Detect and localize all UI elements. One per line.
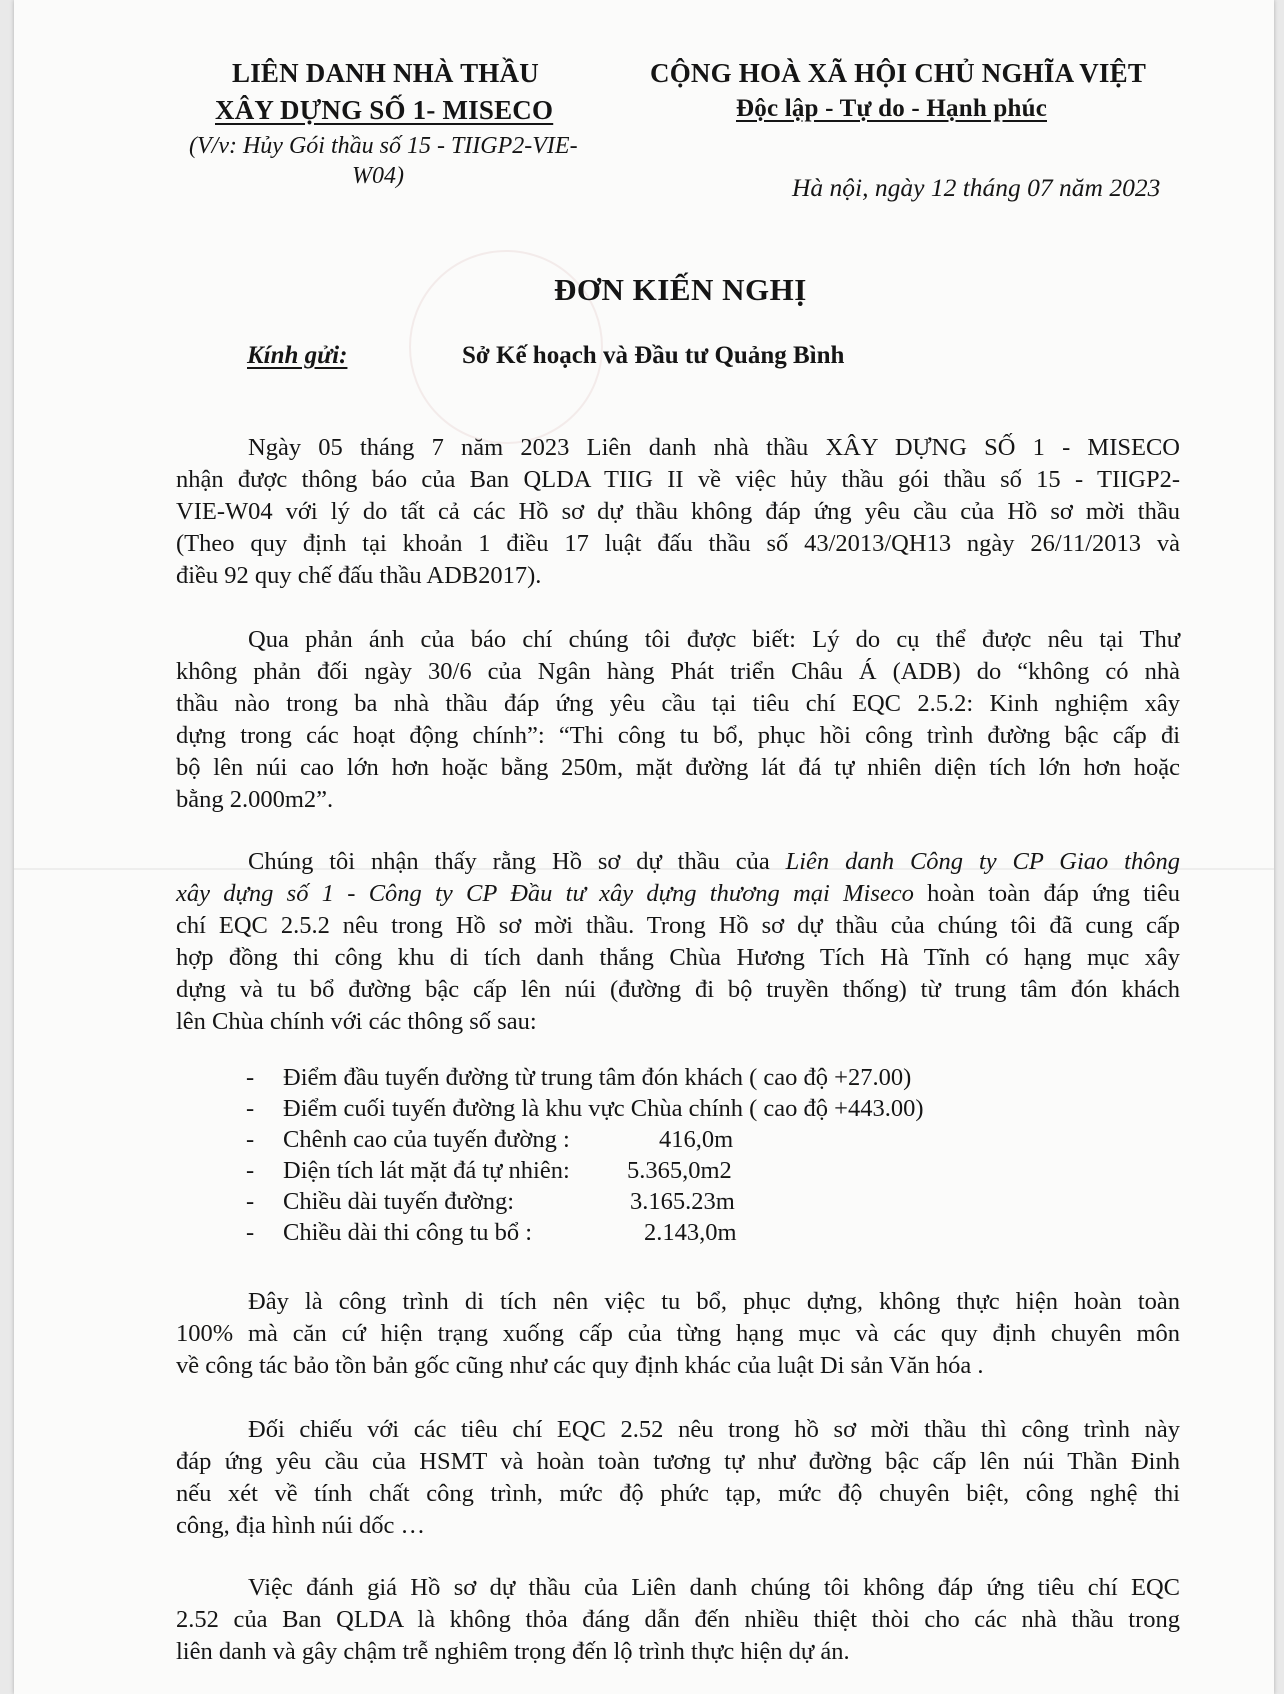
para-line: không phản đối ngày 30/6 của Ngân hàng Phát triển Châu Á (ADB) do “không có nhà	[176, 658, 1180, 685]
subject-ref-line1: (V/v: Hủy Gói thầu số 15 - TIIGP2-VIE-	[189, 133, 578, 159]
paragraph-4	[176, 1286, 1180, 1382]
para-line: bộ lên núi cao lớn hơn hoặc bằng 250m, mặt đường lát đá tự nhiên diện tích lớn hơn hoặc	[176, 754, 1180, 781]
para-line: 2.52 của Ban QLDA là không thỏa đáng dẫn đến nhiều thiệt thòi cho các nhà thầu trong	[176, 1606, 1180, 1633]
spec-value: 2.143,0m	[644, 1219, 737, 1246]
paragraph-6	[176, 1572, 1180, 1668]
para-line: điều 92 quy chế đấu thầu ADB2017).	[176, 562, 542, 589]
para-line: Qua phản ánh của báo chí chúng tôi được biết: Lý do cụ thể được nêu tại Thư	[248, 626, 1180, 653]
nation-title: CỘNG HOÀ XÃ HỘI CHỦ NGHĨA VIỆT	[650, 58, 1147, 88]
paragraph-1	[176, 432, 1180, 592]
para-line: Ngày 05 tháng 7 năm 2023 Liên danh nhà thầu XÂY DỰNG SỐ 1 - MISECO	[248, 434, 1180, 461]
para-line: chí EQC 2.5.2 nêu trong Hồ sơ mời thầu. Trong Hồ sơ dự thầu của chúng tôi đã cung cấp	[176, 912, 1180, 939]
para-line: Việc đánh giá Hồ sơ dự thầu của Liên danh chúng tôi không đáp ứng tiêu chí EQC	[248, 1574, 1180, 1601]
para-line: dựng và tu bổ đường bậc cấp lên núi (đường đi bộ truyền thống) từ trung tâm đón khách	[176, 976, 1180, 1003]
national-motto: Độc lập - Tự do - Hạnh phúc	[736, 95, 1047, 122]
spec-value: 3.165.23m	[630, 1188, 735, 1215]
paragraph-3	[176, 846, 1180, 1038]
para-line: dựng trong các hoạt động chính”: “Thi công tu bổ, phục hồi công trình đường bậc cấp đi	[176, 722, 1180, 749]
para-line: VIE-W04 với lý do tất cả các Hồ sơ dự thầu không đáp ứng yêu cầu của Hồ sơ mời thầu	[176, 498, 1180, 525]
spec-value: 5.365,0m2	[627, 1157, 732, 1184]
document-page: LIÊN DANH NHÀ THẦU XÂY DỰNG SỐ 1- MISECO (V/v: Hủy Gói thầu số 15 - TIIGP2-VIE- W04) CỘNG HOÀ XÃ HỘI CHỦ NGHĨA VIỆT Độc lập - Tự do - Hạnh phúc Hà nội, ngày 12 tháng 07 năm 2023 ĐƠN KIẾN NGHỊ Kính gửi: Sở Kế hoạch và Đầu tư Quảng Bình Ngày 05 tháng 7 năm 2023 Liên danh nhà thầu XÂY DỰNG SỐ 1 - MISECO nhận được thông báo của Ban QLDA TIIG II về việc hủy thầu gói thầu số 15 - TIIGP2- VIE-W04 với lý do tất cả các Hồ sơ dự thầu không đáp ứng yêu cầu của Hồ sơ mời thầu (Theo quy định tại khoản 1 điều 17 luật đấu thầu số 43/2013/QH13 ngày 26/11/2013 và điều 92 quy chế đấu thầu ADB2017). Qua phản ánh của báo chí chúng tôi được biết: Lý do cụ thể được nêu tại Thư không phản đối ngày 30/6 của Ngân hàng Phát triển Châu Á (ADB) do “không có nhà thầu nào trong ba nhà thầu đáp ứng yêu cầu tại tiêu chí EQC 2.5.2: Kinh nghiệm xây dựng trong các hoạt động chính”: “Thi công tu bổ, phục hồi công trình đường bậc cấp đi bộ lên núi cao lớn hơn hoặc bằng 250m, mặt đường lát đá tự nhiên diện tích lớn hơn hoặc bằng 2.000m2”. Chúng tôi nhận thấy rằng Hồ sơ dự thầu của Liên danh Công ty CP Giao thông xây dựng số 1 - Công ty CP Đầu tư xây dựng thương mại Miseco hoàn toàn đáp ứng tiêu chí EQC 2.5.2 nêu trong Hồ sơ mời thầu. Trong Hồ sơ dự thầu của chúng tôi đã cung cấp hợp đồng thi công khu di tích danh thắng Chùa Hương Tích Hà Tĩnh có hạng mục xây dựng và tu bổ đường bậc cấp lên núi (đường đi bộ truyền thống) từ trung tâm đón khách lên Chùa chính với các thông số sau: - Điểm đầu tuyến đường từ trung tâm đón khách ( cao độ +27.00) - Điểm cuối tuyến đường là khu vực Chùa chính ( cao độ +443.00) - Chênh cao của tuyến đường : 416,0m - Diện tích lát mặt đá tự nhiên: 5.365,0m2 - Chiều dài tuyến đường: 3.165.23m - Chiều dài thi công tu bổ : 2.143,0m Đây là công trình di tích nên việc tu bổ, phục dựng, không thực hiện hoàn toàn 100% mà căn cứ hiện trạng xuống cấp của từng hạng mục và các quy định chuyên môn về công tác bảo tồn bản gốc cũng như các quy định khác của luật Di sản Văn hóa . Đối chiếu với các tiêu chí EQC 2.52 nêu trong hồ sơ mời thầu thì công trình này đáp ứng yêu cầu của HSMT và hoàn toàn tương tự như đường bậc cấp lên núi Thần Đinh nếu xét về tính chất công trình, mức độ phức tạp, mức độ chuyên biệt, công nghệ thi công, địa hình núi dốc … Việc đánh giá Hồ sơ dự thầu của Liên danh chúng tôi không đáp ứng tiêu chí EQC 2.52 của Ban QLDA là không thỏa đáng dẫn đến nhiều thiệt thòi cho các nhà thầu trong liên danh và gây chậm trễ nghiêm trọng đến lộ trình thực hiện dự án.	[14, 0, 1274, 1694]
para-line: (Theo quy định tại khoản 1 điều 17 luật đấu thầu số 43/2013/QH13 ngày 26/11/2013 và	[176, 530, 1180, 557]
para-line: công, địa hình núi dốc …	[176, 1512, 426, 1539]
para-line: lên Chùa chính với các thông số sau:	[176, 1008, 537, 1035]
paragraph-2	[176, 624, 1180, 816]
para-line: về công tác bảo tồn bản gốc cũng như các quy định khác của luật Di sản Văn hóa .	[176, 1352, 984, 1379]
recipient-name: Sở Kế hoạch và Đầu tư Quảng Bình	[462, 342, 845, 369]
para-line: Đối chiếu với các tiêu chí EQC 2.52 nêu trong hồ sơ mời thầu thì công trình này	[248, 1416, 1180, 1443]
para-line: nhận được thông báo của Ban QLDA TIIG II về việc hủy thầu gói thầu số 15 - TIIGP2-	[176, 466, 1180, 493]
para-line: xây dựng số 1 - Công ty CP Đầu tư xây dựng thương mại Miseco hoàn toàn đáp ứng tiêu	[176, 880, 1180, 907]
para-line: nếu xét về tính chất công trình, mức độ phức tạp, mức độ chuyên biệt, công nghệ thi	[176, 1480, 1180, 1507]
para-line: Chúng tôi nhận thấy rằng Hồ sơ dự thầu của Liên danh Công ty CP Giao thông	[248, 848, 1180, 875]
para-line: bằng 2.000m2”.	[176, 786, 334, 813]
place-date: Hà nội, ngày 12 tháng 07 năm 2023	[792, 173, 1161, 202]
para-line: hợp đồng thi công khu di tích danh thắng Chùa Hương Tích Hà Tĩnh có hạng mục xây	[176, 944, 1180, 971]
paragraph-5	[176, 1414, 1180, 1542]
para-line: Đây là công trình di tích nên việc tu bổ, phục dựng, không thực hiện hoàn toàn	[248, 1288, 1180, 1315]
spec-value: 416,0m	[659, 1126, 734, 1153]
para-line: đáp ứng yêu cầu của HSMT và hoàn toàn tương tự như đường bậc cấp lên núi Thần Đinh	[176, 1448, 1180, 1475]
para-line: liên danh và gây chậm trễ nghiêm trọng đến lộ trình thực hiện dự án.	[176, 1638, 850, 1665]
document-title: ĐƠN KIẾN NGHỊ	[554, 272, 807, 307]
org-name-line1: LIÊN DANH NHÀ THẦU	[232, 58, 539, 88]
org-name-line2: XÂY DỰNG SỐ 1- MISECO	[215, 95, 554, 125]
subject-ref-line2: W04)	[352, 163, 404, 189]
para-line: thầu nào trong ba nhà thầu đáp ứng yêu cầu tại tiêu chí EQC 2.5.2: Kinh nghiệm xây	[176, 690, 1180, 717]
para-line: 100% mà căn cứ hiện trạng xuống cấp của từng hạng mục và các quy định chuyên môn	[176, 1320, 1180, 1347]
recipient-label: Kính gửi:	[247, 342, 348, 369]
